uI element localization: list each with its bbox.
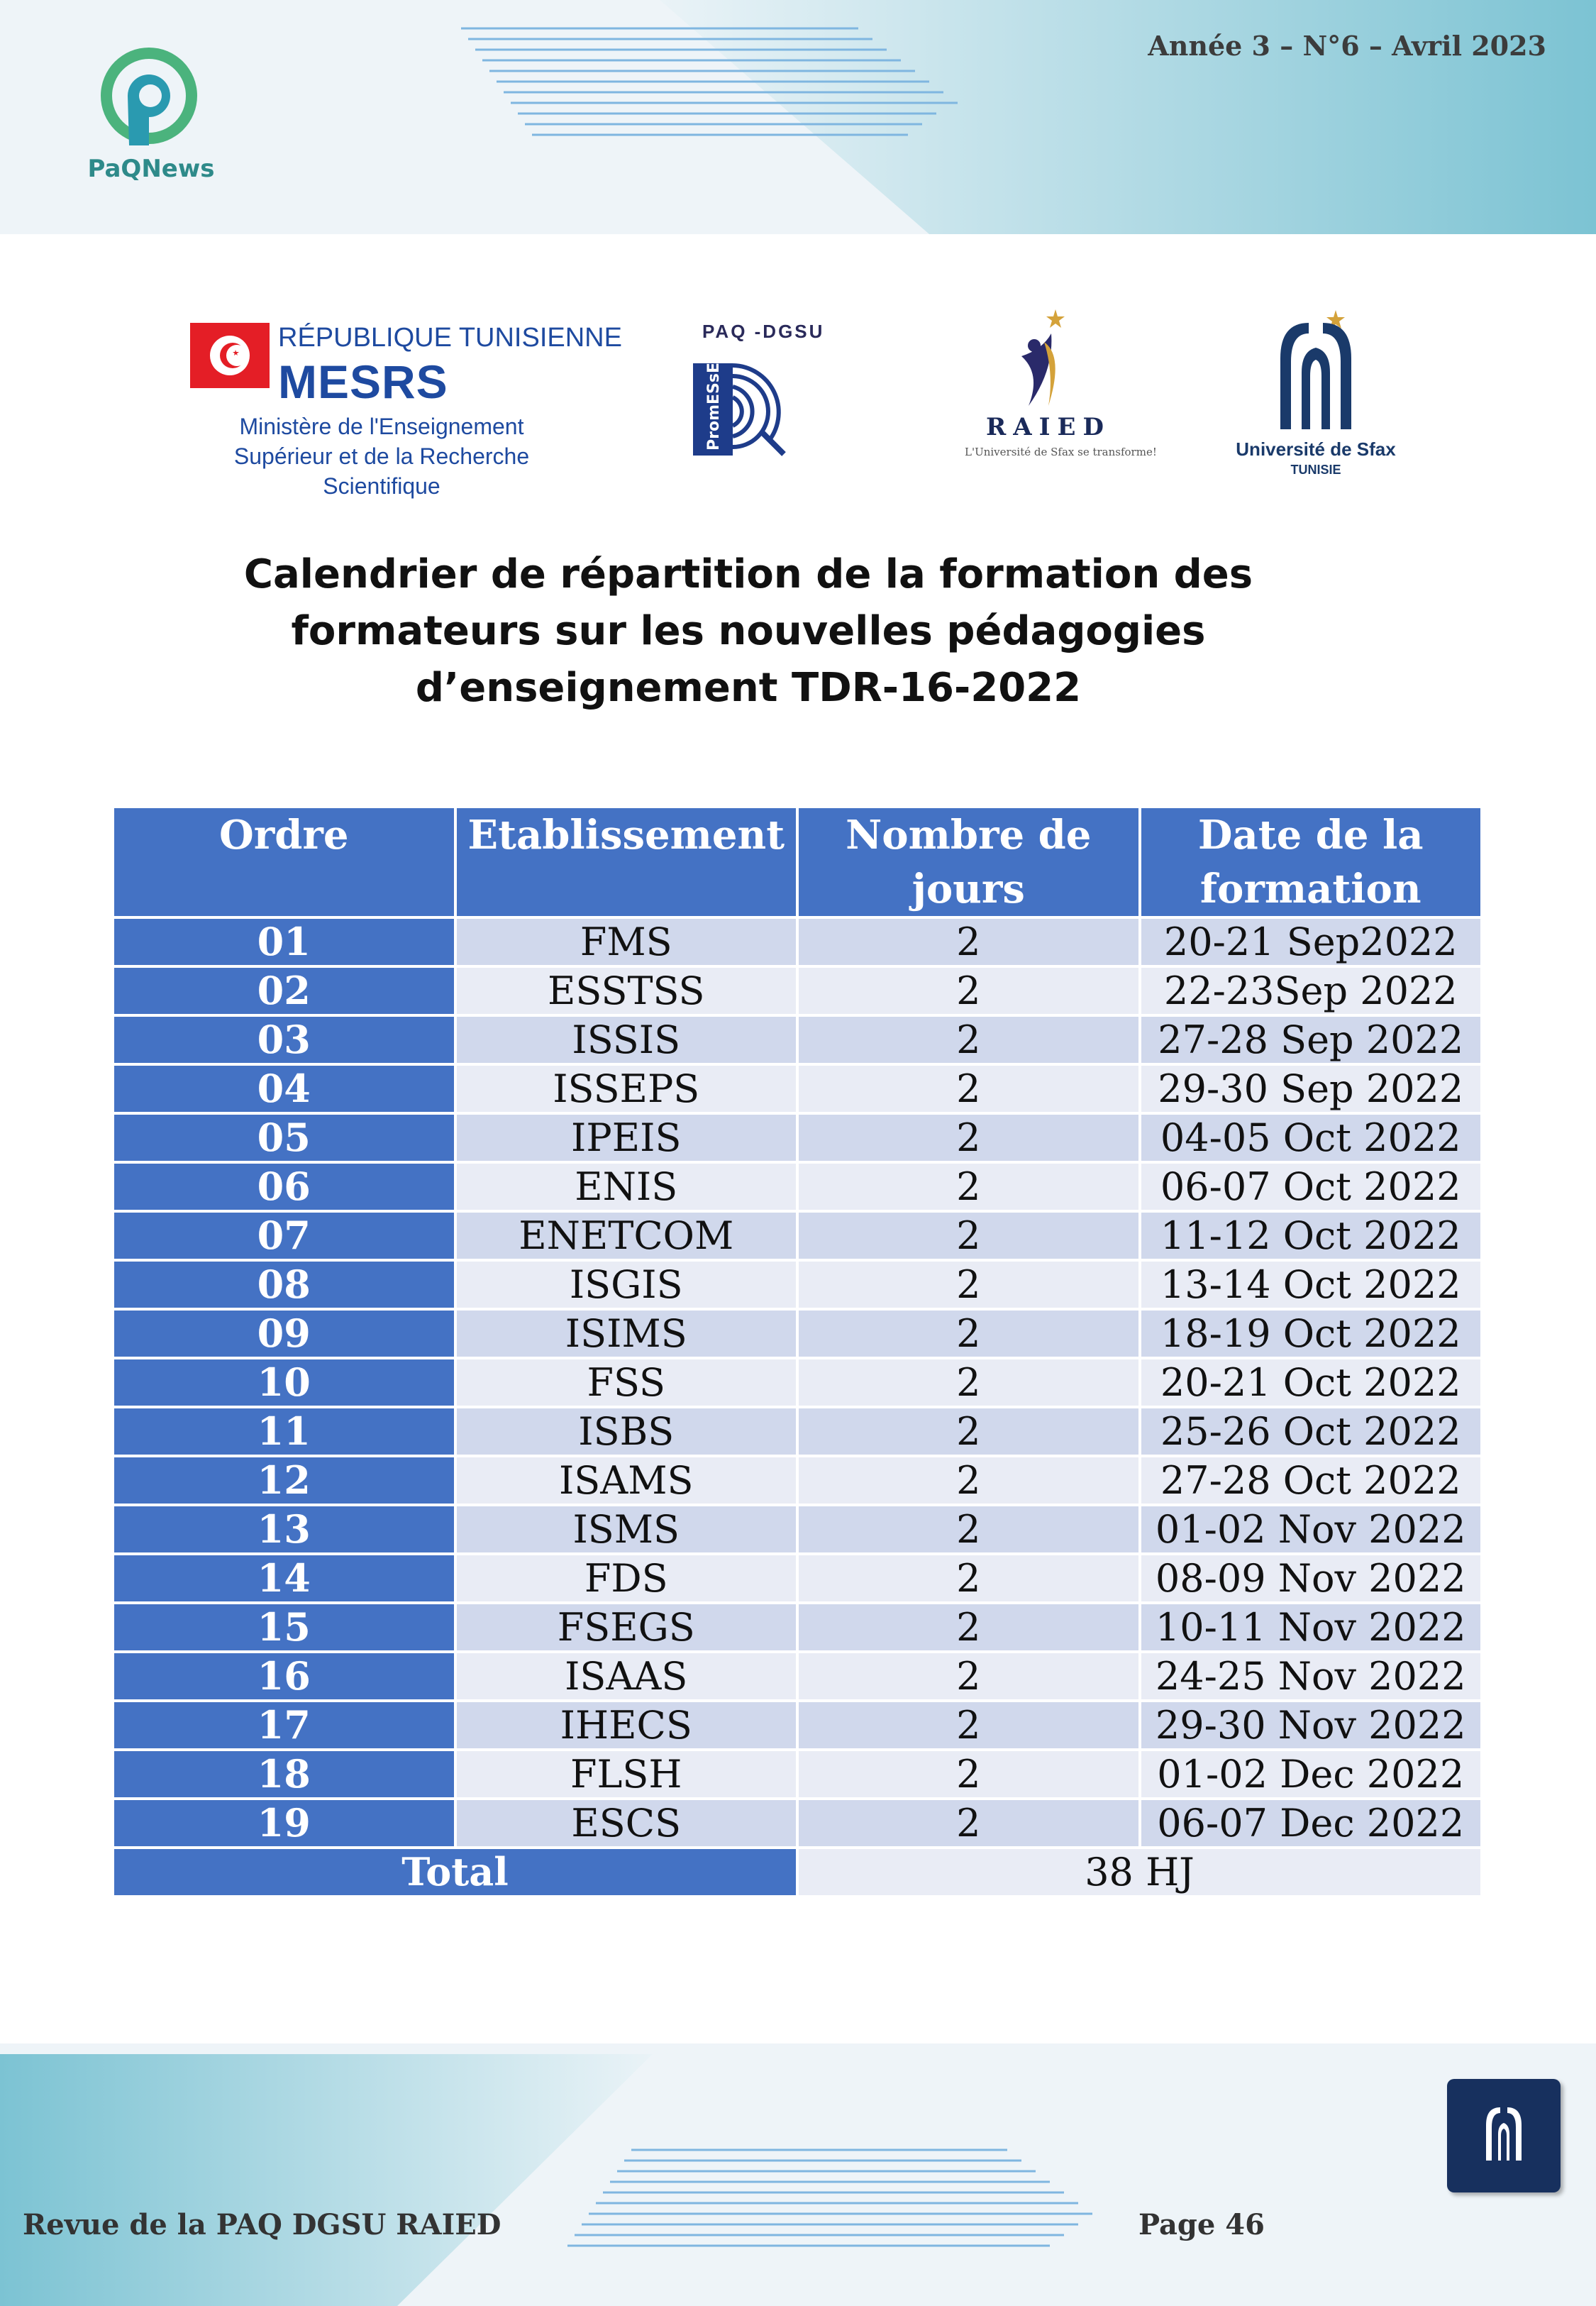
cell-etablissement: ENIS — [457, 1164, 797, 1210]
cell-ordre: 11 — [114, 1408, 454, 1455]
cell-nombre-jours: 2 — [799, 1800, 1138, 1846]
table-row — [114, 1066, 1480, 1112]
cell-date-formation: 20-21 Oct 2022 — [1141, 1359, 1481, 1406]
cell-ordre: 07 — [114, 1213, 454, 1259]
cell-ordre: 03 — [114, 1017, 454, 1063]
cell-date-formation: 25-26 Oct 2022 — [1141, 1408, 1481, 1455]
cell-date-formation: 29-30 Nov 2022 — [1141, 1702, 1481, 1748]
cell-nombre-jours: 2 — [799, 1457, 1138, 1504]
brand-name: PaQNews — [87, 155, 215, 183]
cell-ordre: 13 — [114, 1506, 454, 1552]
cell-ordre: 09 — [114, 1311, 454, 1357]
cell-date-formation: 08-09 Nov 2022 — [1141, 1555, 1481, 1601]
column-header-nombre-jours: Nombre de jours — [799, 808, 1138, 916]
cell-etablissement: ISGIS — [457, 1262, 797, 1308]
cell-etablissement: ISSEPS — [457, 1066, 797, 1112]
cell-date-formation: 22-23Sep 2022 — [1141, 968, 1481, 1014]
issue-label: Année 3 – N°6 – Avril 2023 — [1148, 30, 1546, 62]
table-row — [114, 1115, 1480, 1161]
cell-ordre: 04 — [114, 1066, 454, 1112]
table-row — [114, 1800, 1480, 1846]
cell-etablissement: ISAMS — [457, 1457, 797, 1504]
cell-nombre-jours: 2 — [799, 1702, 1138, 1748]
total-label: Total — [114, 1849, 796, 1895]
cell-etablissement: ISSIS — [457, 1017, 797, 1063]
table-row — [114, 1311, 1480, 1357]
cell-etablissement: FMS — [457, 919, 797, 965]
cell-ordre: 05 — [114, 1115, 454, 1161]
cell-nombre-jours: 2 — [799, 1262, 1138, 1308]
schedule-table — [111, 805, 1483, 1898]
table-row — [114, 1604, 1480, 1650]
cell-etablissement: ENETCOM — [457, 1213, 797, 1259]
cell-date-formation: 01-02 Dec 2022 — [1141, 1751, 1481, 1797]
cell-date-formation: 20-21 Sep2022 — [1141, 919, 1481, 965]
cell-date-formation: 24-25 Nov 2022 — [1141, 1653, 1481, 1699]
cell-ordre: 01 — [114, 919, 454, 965]
raied-label: RAIED — [986, 413, 1111, 441]
promesse-logo-icon — [692, 355, 819, 461]
cell-nombre-jours: 2 — [799, 1653, 1138, 1699]
table-row — [114, 1408, 1480, 1455]
table-row — [114, 1555, 1480, 1601]
cell-etablissement: ESCS — [457, 1800, 797, 1846]
table-row — [114, 1751, 1480, 1797]
column-header-etablissement: Etablissement — [457, 808, 797, 916]
table-row — [114, 1262, 1480, 1308]
cell-etablissement: FSS — [457, 1359, 797, 1406]
cell-date-formation: 29-30 Sep 2022 — [1141, 1066, 1481, 1112]
cell-nombre-jours: 2 — [799, 968, 1138, 1014]
column-header-date-formation: Date de la formation — [1141, 808, 1481, 916]
cell-etablissement: IPEIS — [457, 1115, 797, 1161]
cell-etablissement: ISMS — [457, 1506, 797, 1552]
total-row — [114, 1849, 1480, 1895]
cell-ordre: 12 — [114, 1457, 454, 1504]
table-row — [114, 919, 1480, 965]
cell-nombre-jours: 2 — [799, 1066, 1138, 1112]
cell-ordre: 08 — [114, 1262, 454, 1308]
cell-etablissement: FDS — [457, 1555, 797, 1601]
cell-nombre-jours: 2 — [799, 1311, 1138, 1357]
usfax-country: TUNISIE — [1290, 463, 1341, 477]
footer-decoration — [0, 2043, 1596, 2306]
cell-etablissement: FSEGS — [457, 1604, 797, 1650]
cell-date-formation: 27-28 Sep 2022 — [1141, 1017, 1481, 1063]
cell-etablissement: ISAAS — [457, 1653, 797, 1699]
table-row — [114, 1457, 1480, 1504]
cell-nombre-jours: 2 — [799, 1359, 1138, 1406]
cell-etablissement: IHECS — [457, 1702, 797, 1748]
cell-nombre-jours: 2 — [799, 1408, 1138, 1455]
cell-ordre: 16 — [114, 1653, 454, 1699]
cell-nombre-jours: 2 — [799, 1017, 1138, 1063]
page-title: Calendrier de répartition de la formation des formateurs sur les nouvelles pédagogies d’enseignement TDR-16-2022 — [243, 551, 1253, 711]
table-row — [114, 1653, 1480, 1699]
cell-date-formation: 10-11 Nov 2022 — [1141, 1604, 1481, 1650]
table-row — [114, 1702, 1480, 1748]
cell-etablissement: ESSTSS — [457, 968, 797, 1014]
cell-nombre-jours: 2 — [799, 1751, 1138, 1797]
raied-logo-icon — [1007, 307, 1078, 413]
cell-nombre-jours: 2 — [799, 1555, 1138, 1601]
cell-date-formation: 27-28 Oct 2022 — [1141, 1457, 1481, 1504]
usfax-label: Université de Sfax — [1236, 438, 1396, 460]
cell-nombre-jours: 2 — [799, 1213, 1138, 1259]
universite-sfax-badge-icon — [1447, 2079, 1561, 2192]
cell-date-formation: 18-19 Oct 2022 — [1141, 1311, 1481, 1357]
table-row — [114, 1164, 1480, 1210]
cell-nombre-jours: 2 — [799, 1604, 1138, 1650]
mesrs-ministry: Ministère de l'Enseignement Supérieur et de la Recherche Scientifique — [233, 414, 530, 499]
cell-date-formation: 13-14 Oct 2022 — [1141, 1262, 1481, 1308]
cell-date-formation: 06-07 Dec 2022 — [1141, 1800, 1481, 1846]
cell-etablissement: ISBS — [457, 1408, 797, 1455]
table-header-row — [114, 808, 1480, 916]
raied-tagline: L'Université de Sfax se transforme! — [965, 446, 1157, 458]
cell-date-formation: 01-02 Nov 2022 — [1141, 1506, 1481, 1552]
table-row — [114, 1359, 1480, 1406]
mesrs-acronym: MESRS — [278, 355, 448, 408]
tunisia-flag-icon — [190, 323, 270, 388]
svg-text:PromESsE: PromESsE — [705, 362, 723, 451]
cell-ordre: 14 — [114, 1555, 454, 1601]
table-row — [114, 1017, 1480, 1063]
table-row — [114, 1506, 1480, 1552]
cell-ordre: 15 — [114, 1604, 454, 1650]
cell-nombre-jours: 2 — [799, 1506, 1138, 1552]
cell-etablissement: ISIMS — [457, 1311, 797, 1357]
cell-ordre: 02 — [114, 968, 454, 1014]
table-row — [114, 968, 1480, 1014]
cell-nombre-jours: 2 — [799, 1164, 1138, 1210]
cell-ordre: 19 — [114, 1800, 454, 1846]
cell-ordre: 10 — [114, 1359, 454, 1406]
cell-ordre: 18 — [114, 1751, 454, 1797]
footer-publication: Revue de la PAQ DGSU RAIED — [23, 2208, 501, 2241]
total-value: 38 HJ — [799, 1849, 1480, 1895]
cell-nombre-jours: 2 — [799, 1115, 1138, 1161]
page-header — [0, 0, 1596, 234]
cell-ordre: 17 — [114, 1702, 454, 1748]
page-footer — [0, 2043, 1596, 2306]
universite-sfax-logo-icon — [1266, 309, 1365, 436]
cell-date-formation: 11-12 Oct 2022 — [1141, 1213, 1481, 1259]
column-header-ordre: Ordre — [114, 808, 454, 916]
mesrs-country: RÉPUBLIQUE TUNISIENNE — [278, 323, 622, 353]
page-number: Page 46 — [1138, 2208, 1265, 2241]
table-row — [114, 1213, 1480, 1259]
cell-etablissement: FLSH — [457, 1751, 797, 1797]
cell-nombre-jours: 2 — [799, 919, 1138, 965]
cell-date-formation: 04-05 Oct 2022 — [1141, 1115, 1481, 1161]
cell-date-formation: 06-07 Oct 2022 — [1141, 1164, 1481, 1210]
cell-ordre: 06 — [114, 1164, 454, 1210]
paq-dgsu-label: PAQ -DGSU — [702, 321, 825, 342]
